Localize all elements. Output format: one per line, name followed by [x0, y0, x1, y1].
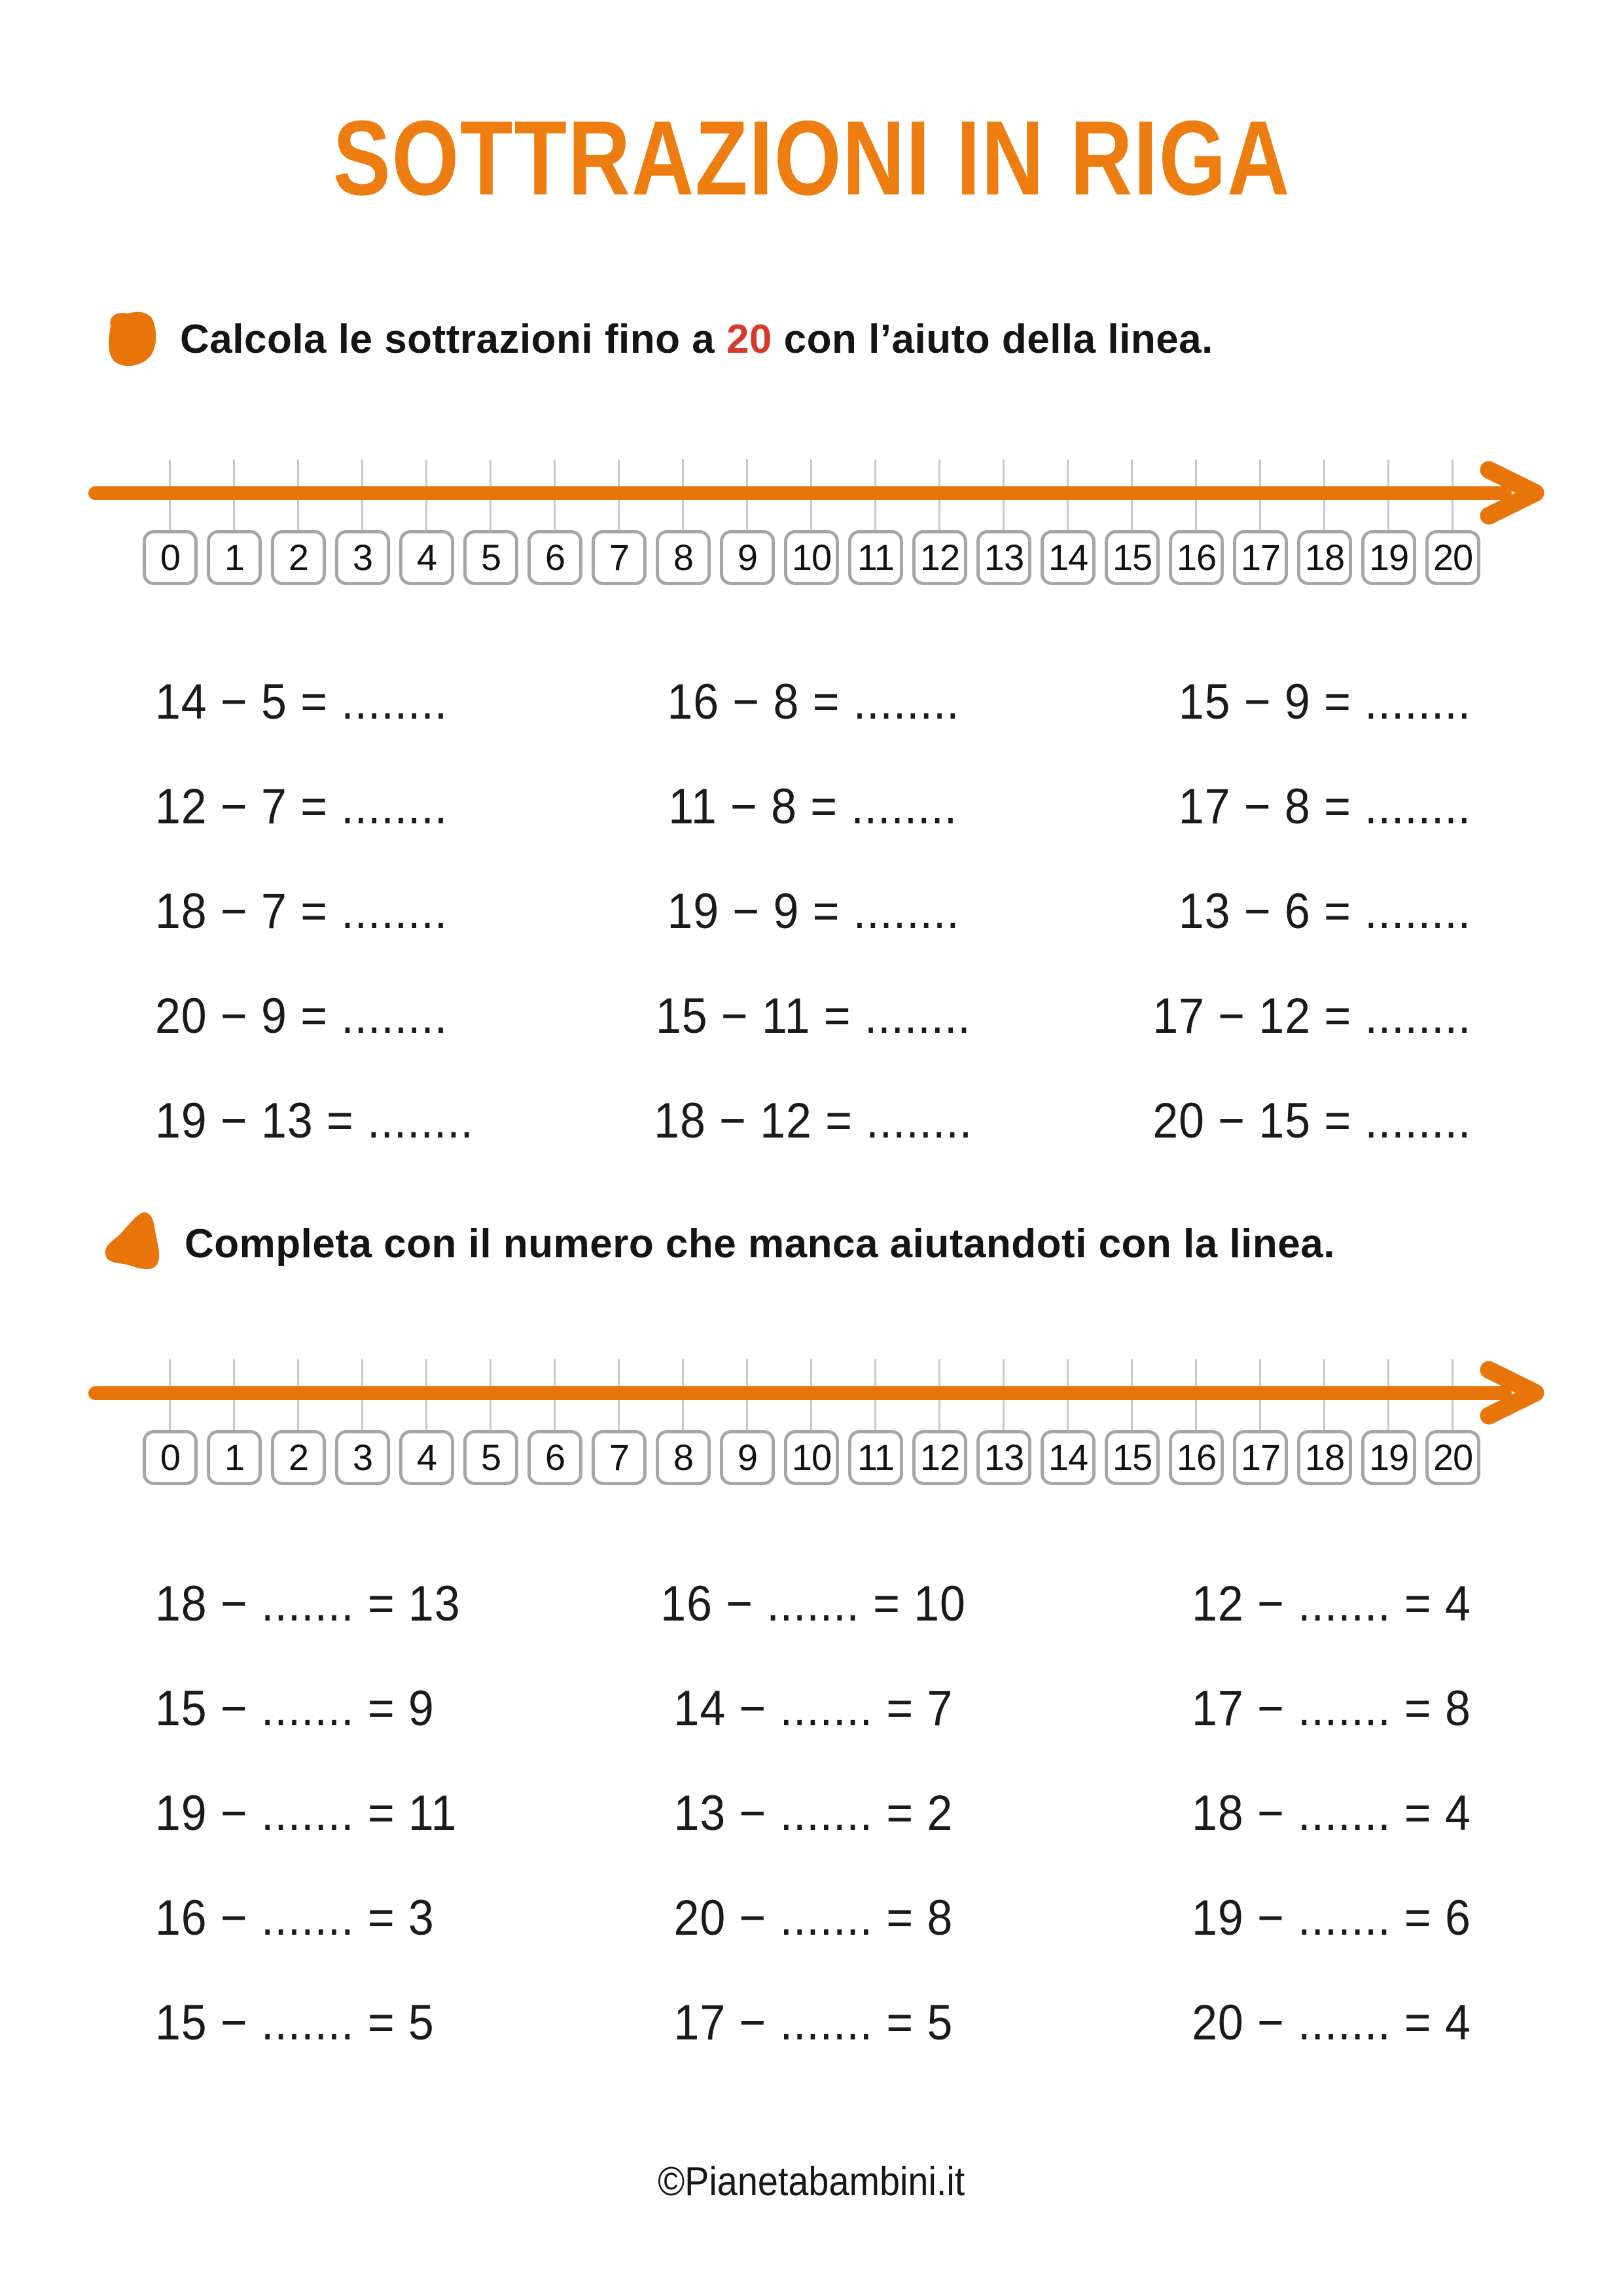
square-blob-icon	[101, 308, 159, 370]
number-box	[1041, 1430, 1096, 1485]
triangle-blob-icon	[101, 1204, 164, 1283]
number-box	[1425, 1430, 1480, 1485]
number-box-label: 20	[1433, 537, 1473, 578]
number-box-row	[143, 1430, 1480, 1485]
highlight-number: 20	[726, 316, 772, 362]
number-box-label: 4	[416, 1437, 437, 1478]
number-box	[207, 1430, 262, 1485]
number-box-label: 3	[352, 537, 373, 578]
exercise-item	[1033, 859, 1471, 963]
number-box	[463, 1430, 518, 1485]
exercise-grid-2	[155, 1551, 1471, 2075]
exercise-item	[1033, 963, 1471, 1068]
number-box	[1361, 1430, 1416, 1485]
exercise-item	[1033, 1761, 1471, 1865]
number-box-label: 19	[1368, 1437, 1409, 1478]
exercise-item	[155, 1865, 594, 1970]
number-box	[527, 1430, 582, 1485]
exercise-item	[155, 1551, 594, 1656]
exercise-grid-1	[155, 649, 1471, 1173]
number-box	[271, 1430, 326, 1485]
exercise-item	[1033, 1865, 1471, 1970]
exercise-expression: 17 − 8 = ........	[1178, 778, 1471, 834]
number-box	[784, 530, 839, 585]
number-box-label: 16	[1176, 537, 1217, 578]
number-box	[1105, 530, 1160, 585]
instruction-1-text	[180, 316, 1213, 363]
exercise-expression: 19 − 9 = ........	[666, 883, 960, 939]
number-box	[976, 1430, 1031, 1485]
exercise-item	[594, 1865, 1032, 1970]
exercise-item	[594, 859, 1032, 963]
number-box-label: 1	[224, 1437, 245, 1478]
exercise-item	[594, 1761, 1032, 1865]
number-line-1	[0, 455, 1623, 592]
number-box	[912, 530, 967, 585]
exercise-expression: 20 − 15 = ........	[1152, 1092, 1471, 1149]
exercise-expression: 13 − ....... = 2	[673, 1785, 953, 1841]
exercise-expression: 15 − 11 = ........	[655, 988, 971, 1044]
number-line-2	[0, 1355, 1623, 1492]
number-box	[143, 1430, 198, 1485]
number-box-label: 10	[791, 1437, 832, 1478]
exercise-expression: 15 − ....... = 5	[155, 1994, 435, 2051]
number-box	[1105, 1430, 1160, 1485]
number-box-row	[143, 530, 1480, 585]
exercise-expression: 12 − ....... = 4	[1192, 1575, 1471, 1632]
number-box-label: 18	[1304, 1437, 1345, 1478]
exercise-expression: 19 − ....... = 6	[1192, 1890, 1471, 1946]
exercise-expression: 16 − ....... = 10	[660, 1575, 966, 1632]
exercise-item	[1033, 1970, 1471, 2075]
number-box-label: 0	[160, 1437, 181, 1478]
page-title: SOTTRAZIONI IN RIGA	[332, 98, 1291, 217]
number-box-label: 15	[1112, 1437, 1152, 1478]
exercise-expression: 18 − 12 = ........	[654, 1092, 972, 1149]
number-box	[463, 530, 518, 585]
exercise-item	[155, 1068, 594, 1173]
number-box-label: 17	[1240, 537, 1281, 578]
number-box-label: 20	[1433, 1437, 1473, 1478]
number-box-label: 2	[288, 1437, 309, 1478]
exercise-expression: 19 − ....... = 11	[155, 1785, 457, 1841]
exercise-expression: 17 − ....... = 8	[1192, 1680, 1471, 1736]
instruction-1-prefix: Calcola le sottrazioni fino a	[180, 316, 726, 362]
exercise-expression: 20 − ....... = 8	[673, 1890, 953, 1946]
exercise-item	[1033, 1551, 1471, 1656]
instruction-1	[101, 300, 1213, 378]
number-box	[656, 1430, 711, 1485]
exercise-expression: 17 − ....... = 5	[673, 1994, 953, 2051]
exercise-item	[1033, 1656, 1471, 1761]
exercise-item	[594, 754, 1032, 859]
exercise-item	[155, 963, 594, 1068]
number-box	[1425, 530, 1480, 585]
number-box	[399, 530, 454, 585]
number-box-label: 5	[480, 537, 501, 578]
number-box	[1041, 530, 1096, 585]
number-box-label: 14	[1048, 537, 1088, 578]
exercise-item	[155, 1656, 594, 1761]
number-box	[399, 1430, 454, 1485]
number-box-label: 18	[1304, 537, 1345, 578]
number-box-label: 12	[919, 537, 960, 578]
number-box-label: 17	[1240, 1437, 1281, 1478]
exercise-item	[155, 859, 594, 963]
number-box	[1297, 530, 1352, 585]
exercise-item	[594, 1068, 1032, 1173]
number-box-label: 5	[480, 1437, 501, 1478]
number-box	[976, 530, 1031, 585]
number-box	[527, 530, 582, 585]
number-box-label: 11	[857, 1437, 895, 1478]
number-box	[1361, 530, 1416, 585]
number-box-label: 13	[984, 1437, 1024, 1478]
number-box	[720, 530, 775, 585]
exercise-expression: 18 − ....... = 13	[155, 1575, 461, 1632]
exercise-item	[594, 1551, 1032, 1656]
number-box	[1233, 530, 1288, 585]
exercise-expression: 11 − 8 = ........	[668, 778, 958, 834]
exercise-expression: 20 − 9 = ........	[155, 988, 448, 1044]
number-box	[592, 1430, 647, 1485]
number-box-label: 16	[1176, 1437, 1217, 1478]
number-box-label: 8	[673, 537, 694, 578]
exercise-expression: 17 − 12 = ........	[1152, 988, 1471, 1044]
number-box-label: 9	[737, 537, 758, 578]
number-box-label: 9	[737, 1437, 758, 1478]
exercise-item	[1033, 649, 1471, 754]
number-box	[848, 530, 903, 585]
exercise-expression: 15 − 9 = ........	[1178, 673, 1471, 730]
instruction-1-suffix: con l’aiuto della linea.	[772, 316, 1213, 362]
number-box	[207, 530, 262, 585]
number-box-label: 0	[160, 537, 181, 578]
exercise-item	[155, 649, 594, 754]
exercise-expression: 19 − 13 = ........	[155, 1092, 474, 1149]
number-box	[1169, 1430, 1224, 1485]
exercise-expression: 20 − ....... = 4	[1192, 1994, 1471, 2051]
footer	[0, 2159, 1623, 2205]
number-box-label: 8	[673, 1437, 694, 1478]
number-box-label: 6	[544, 537, 565, 578]
number-box	[271, 530, 326, 585]
number-box	[143, 530, 198, 585]
number-box-label: 15	[1112, 537, 1152, 578]
exercise-item	[594, 649, 1032, 754]
number-box-label: 14	[1048, 1437, 1088, 1478]
exercise-item	[155, 1970, 594, 2075]
number-box-label: 7	[609, 1437, 630, 1478]
exercise-expression: 14 − 5 = ........	[155, 673, 448, 730]
number-box	[335, 1430, 390, 1485]
number-box-label: 12	[919, 1437, 960, 1478]
exercise-item	[1033, 1068, 1471, 1173]
exercise-expression: 18 − ....... = 4	[1192, 1785, 1471, 1841]
number-box-label: 7	[609, 537, 630, 578]
number-box	[1169, 530, 1224, 585]
exercise-item	[155, 1761, 594, 1865]
instruction-2	[101, 1199, 1335, 1288]
copyright-text: ©Pianetabambini.it	[658, 2159, 965, 2204]
number-box	[1297, 1430, 1352, 1485]
exercise-expression: 12 − 7 = ........	[155, 778, 448, 834]
number-box	[335, 530, 390, 585]
number-box	[912, 1430, 967, 1485]
exercise-expression: 13 − 6 = ........	[1178, 883, 1471, 939]
number-box-label: 19	[1368, 537, 1409, 578]
number-box-label: 11	[857, 537, 895, 578]
number-box-label: 3	[352, 1437, 373, 1478]
exercise-item	[155, 754, 594, 859]
number-box-label: 10	[791, 537, 832, 578]
exercise-expression: 14 − ....... = 7	[673, 1680, 953, 1736]
number-box	[656, 530, 711, 585]
exercise-expression: 16 − 8 = ........	[666, 673, 960, 730]
exercise-item	[594, 1970, 1032, 2075]
number-box	[1233, 1430, 1288, 1485]
exercise-expression: 15 − ....... = 9	[155, 1680, 435, 1736]
exercise-item	[594, 1656, 1032, 1761]
number-box-label: 4	[416, 537, 437, 578]
number-box-label: 6	[544, 1437, 565, 1478]
exercise-item	[1033, 754, 1471, 859]
instruction-2-text: Completa con il numero che manca aiutandoti con la linea.	[185, 1221, 1335, 1266]
exercise-expression: 18 − 7 = ........	[155, 883, 448, 939]
number-box-label: 2	[288, 537, 309, 578]
page-title-wrap	[0, 98, 1623, 217]
number-box-label: 13	[984, 537, 1024, 578]
number-box-label: 1	[224, 537, 245, 578]
number-box	[784, 1430, 839, 1485]
number-box	[592, 530, 647, 585]
exercise-expression: 16 − ....... = 3	[155, 1890, 435, 1946]
number-box	[720, 1430, 775, 1485]
number-box	[848, 1430, 903, 1485]
exercise-item	[594, 963, 1032, 1068]
